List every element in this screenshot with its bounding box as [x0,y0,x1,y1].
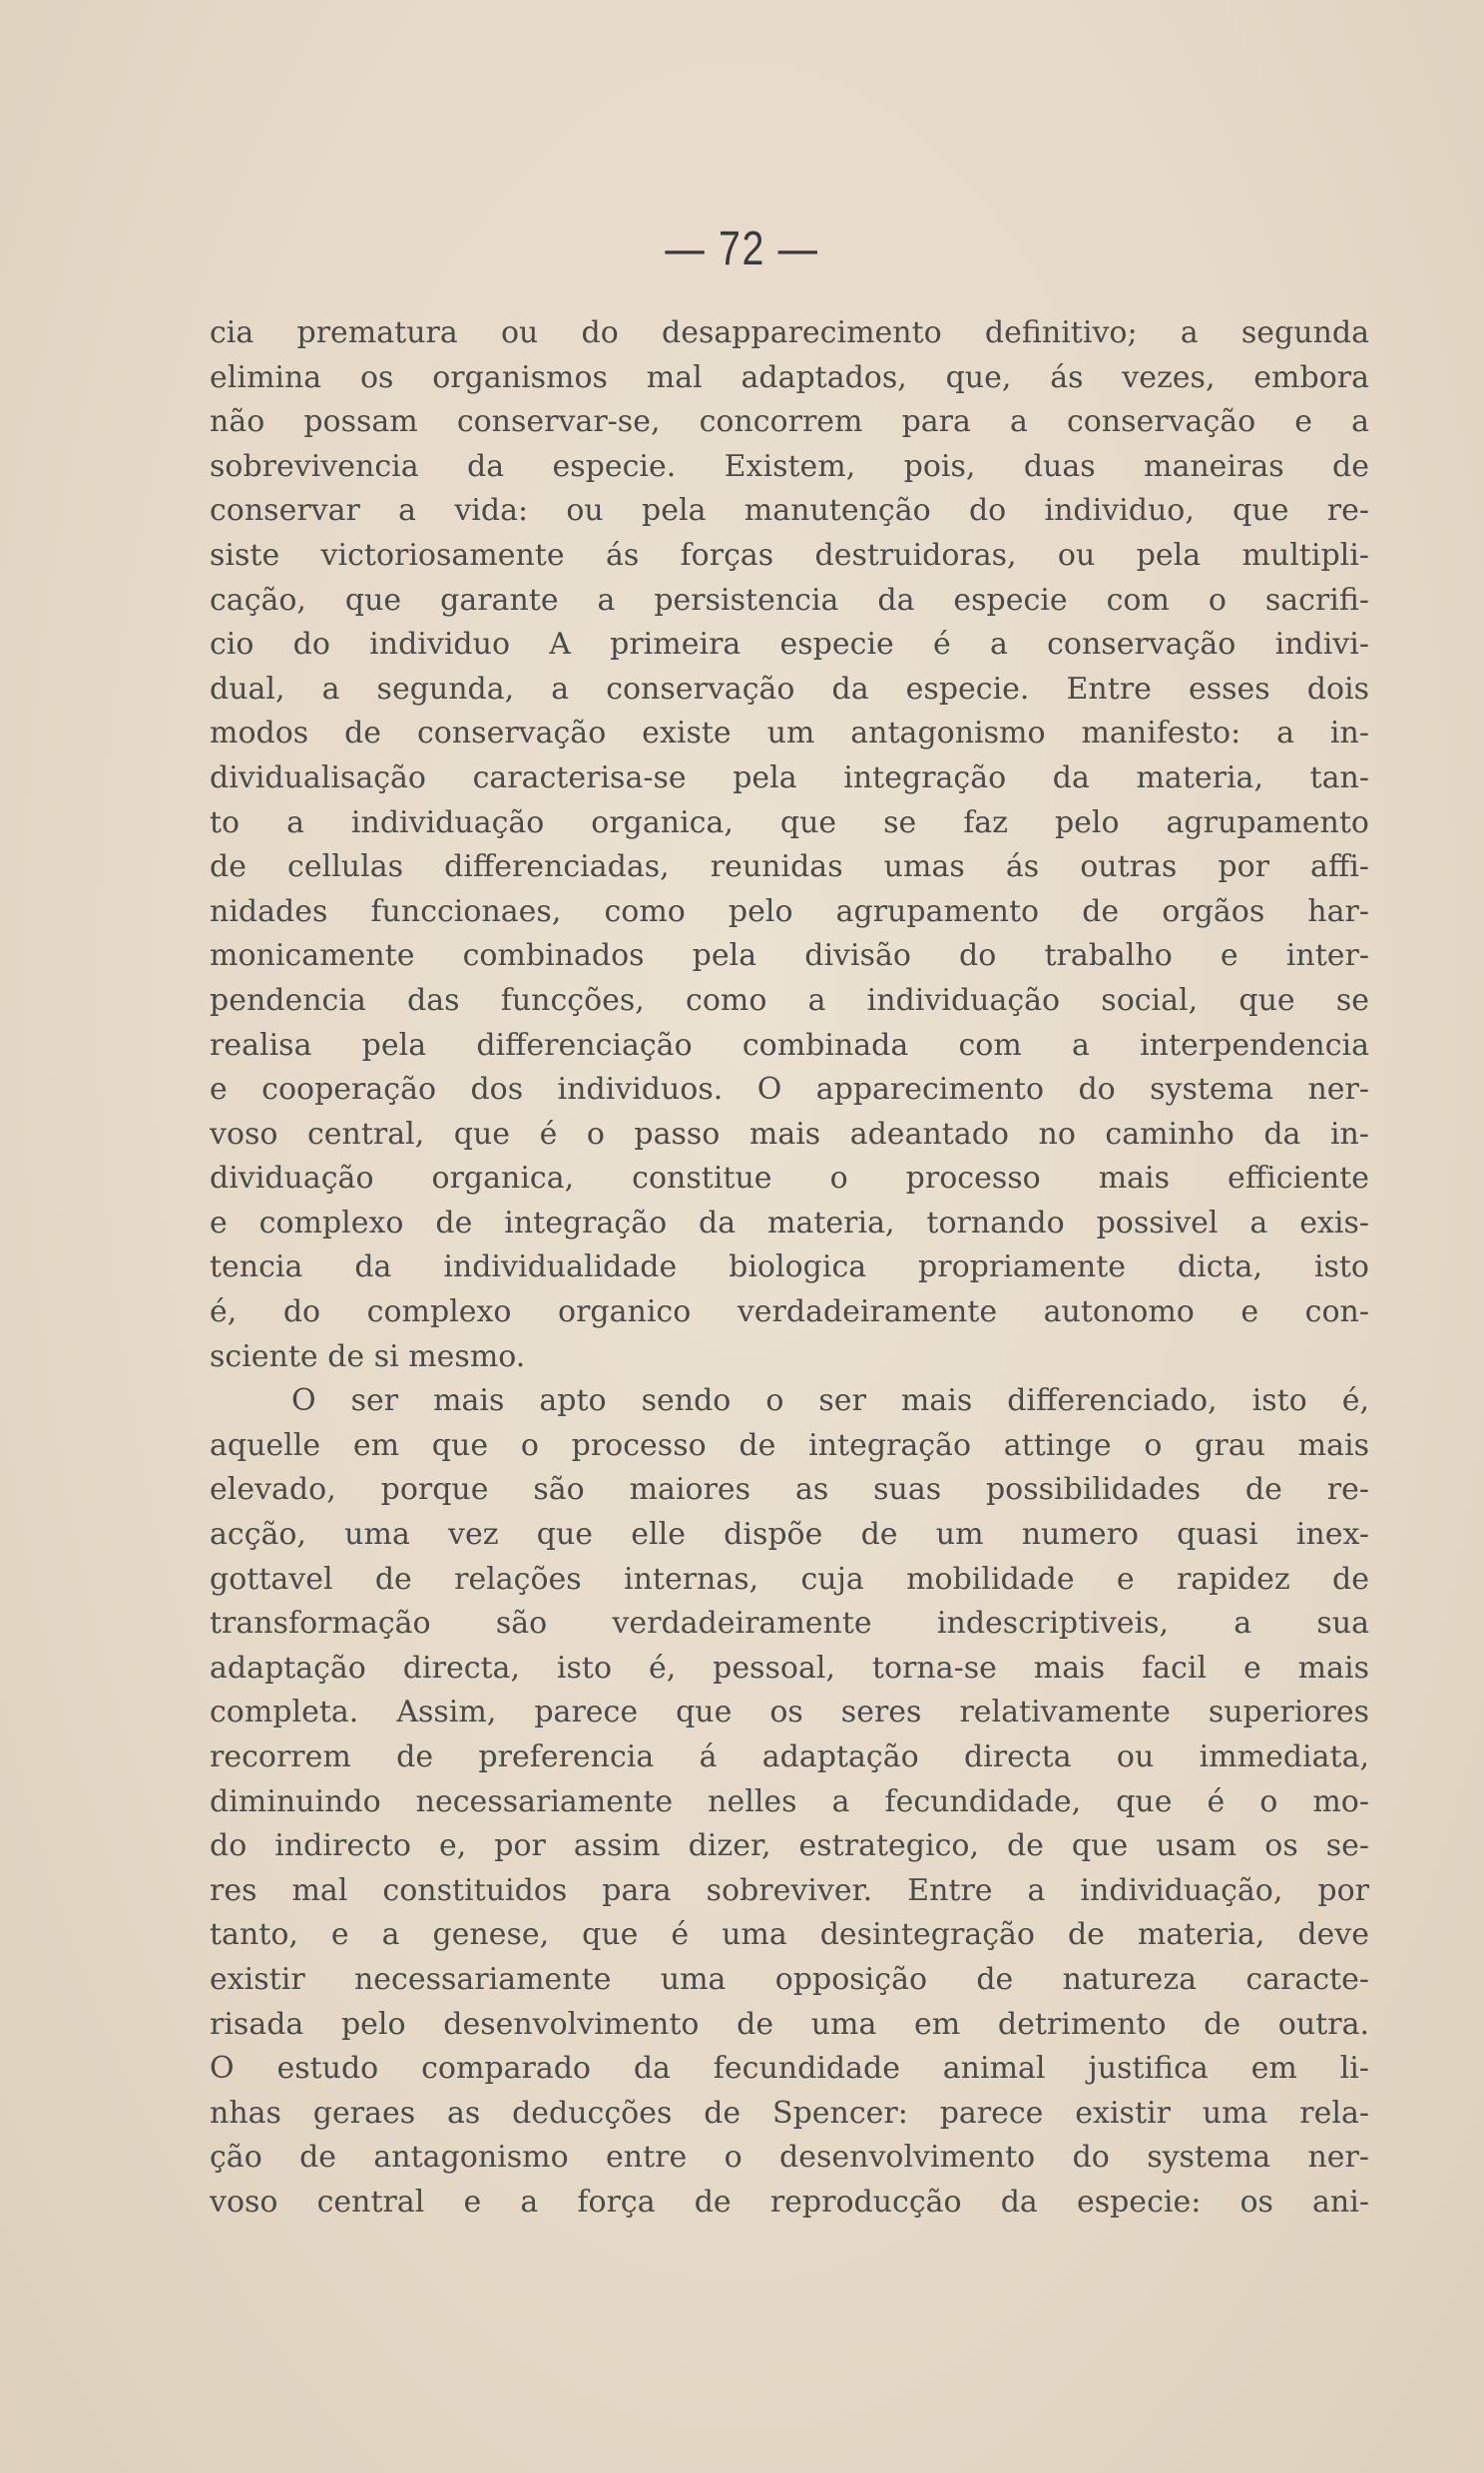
text-line: res mal constituidos para sobreviver. Entre a individuação, por [210,1872,1369,1908]
text-line: não possam conservar-se, concorrem para a conservação e a [210,404,1369,440]
paragraph-2 [210,1379,1369,2225]
text-line: pendencia das funcções, como a individuação social, que se [210,982,1369,1018]
text-line: cia prematura ou do desapparecimento definitivo; a segunda [210,315,1369,350]
text-line: elimina os organismos mal adaptados, que, ás vezes, embora [210,359,1369,395]
text-line: cio do individuo A primeira especie é a conservação indivi- [210,627,1369,663]
text-line: de cellulas differenciadas, reunidas umas ás outras por affi- [210,849,1369,885]
text-line: elevado, porque são maiores as suas possibilidades de re- [210,1472,1369,1508]
text-line: ção de antagonismo entre o desenvolvimento do systema ner- [210,2140,1369,2176]
text-line: nidades funccionaes, como pelo agrupamento de orgãos har- [210,893,1369,929]
text-line: O ser mais apto sendo o ser mais differenciado, isto é, [291,1383,1369,1419]
text-line: dividualisação caracterisa-se pela integração da materia, tan- [210,759,1369,795]
text-line: tanto, e a genese, que é uma desintegração de materia, deve [210,1917,1369,1953]
text-line: nhas geraes as deducções de Spencer: parece existir uma rela- [210,2095,1369,2131]
text-line: existir necessariamente uma opposição de natureza caracte- [210,1961,1369,1997]
text-line: e complexo de integração da materia, tornando possivel a exis- [210,1205,1369,1240]
text-line: realisa pela differenciação combinada com a interpendencia [210,1027,1369,1063]
text-line: tencia da individualidade biologica propriamente dicta, isto [210,1249,1369,1285]
text-line: é, do complexo organico verdadeiramente autonomo e con- [210,1294,1369,1330]
body-text [210,311,1369,2226]
text-line: cação, que garante a persistencia da especie com o sacrifi- [210,582,1369,618]
text-line: dividuação organica, constitue o processo mais efficiente [210,1161,1369,1197]
text-line: aquelle em que o processo de integração attinge o grau mais [210,1427,1369,1463]
text-line: siste victoriosamente ás forças destruidoras, ou pela multipli- [210,537,1369,573]
text-line: sobrevivencia da especie. Existem, pois, duas maneiras de [210,448,1369,484]
text-line: transformação são verdadeiramente indescriptiveis, a sua [210,1606,1369,1642]
text-line: recorrem de preferencia á adaptação directa ou immediata, [210,1739,1369,1774]
text-line: do indirecto e, por assim dizer, estrategico, de que usam os se- [210,1828,1369,1864]
text-line: modos de conservação existe um antagonismo manifesto: a in- [210,716,1369,751]
text-line: voso central e a força de reproducção da especie: os ani- [210,2184,1369,2220]
text-line: adaptação directa, isto é, pessoal, torna-se mais facil e mais [210,1650,1369,1686]
text-line: O estudo comparado da fecundidade animal justifica em li- [210,2051,1369,2087]
text-line: conservar a vida: ou pela manutenção do individuo, que re- [210,493,1369,529]
paragraph-1 [210,311,1369,1379]
text-line: completa. Assim, parece que os seres relativamente superiores [210,1695,1369,1731]
page-number: — 72 — [665,223,819,275]
text-line: to a individuação organica, que se faz pelo agrupamento [210,804,1369,840]
text-line: gottavel de relações internas, cuja mobilidade e rapidez de [210,1561,1369,1597]
text-line: dual, a segunda, a conservação da especie. Entre esses dois [210,671,1369,707]
text-line: e cooperação dos individuos. O apparecimento do systema ner- [210,1072,1369,1108]
text-line: voso central, que é o passo mais adeantado no caminho da in- [210,1116,1369,1152]
text-line: acção, uma vez que elle dispõe de um numero quasi inex- [210,1517,1369,1553]
text-line: monicamente combinados pela divisão do trabalho e inter- [210,938,1369,974]
text-line: sciente de si mesmo. [210,1338,526,1374]
text-line: diminuindo necessariamente nelles a fecundidade, que é o mo- [210,1783,1369,1819]
text-line: risada pelo desenvolvimento de uma em detrimento de outra. [210,2006,1369,2042]
